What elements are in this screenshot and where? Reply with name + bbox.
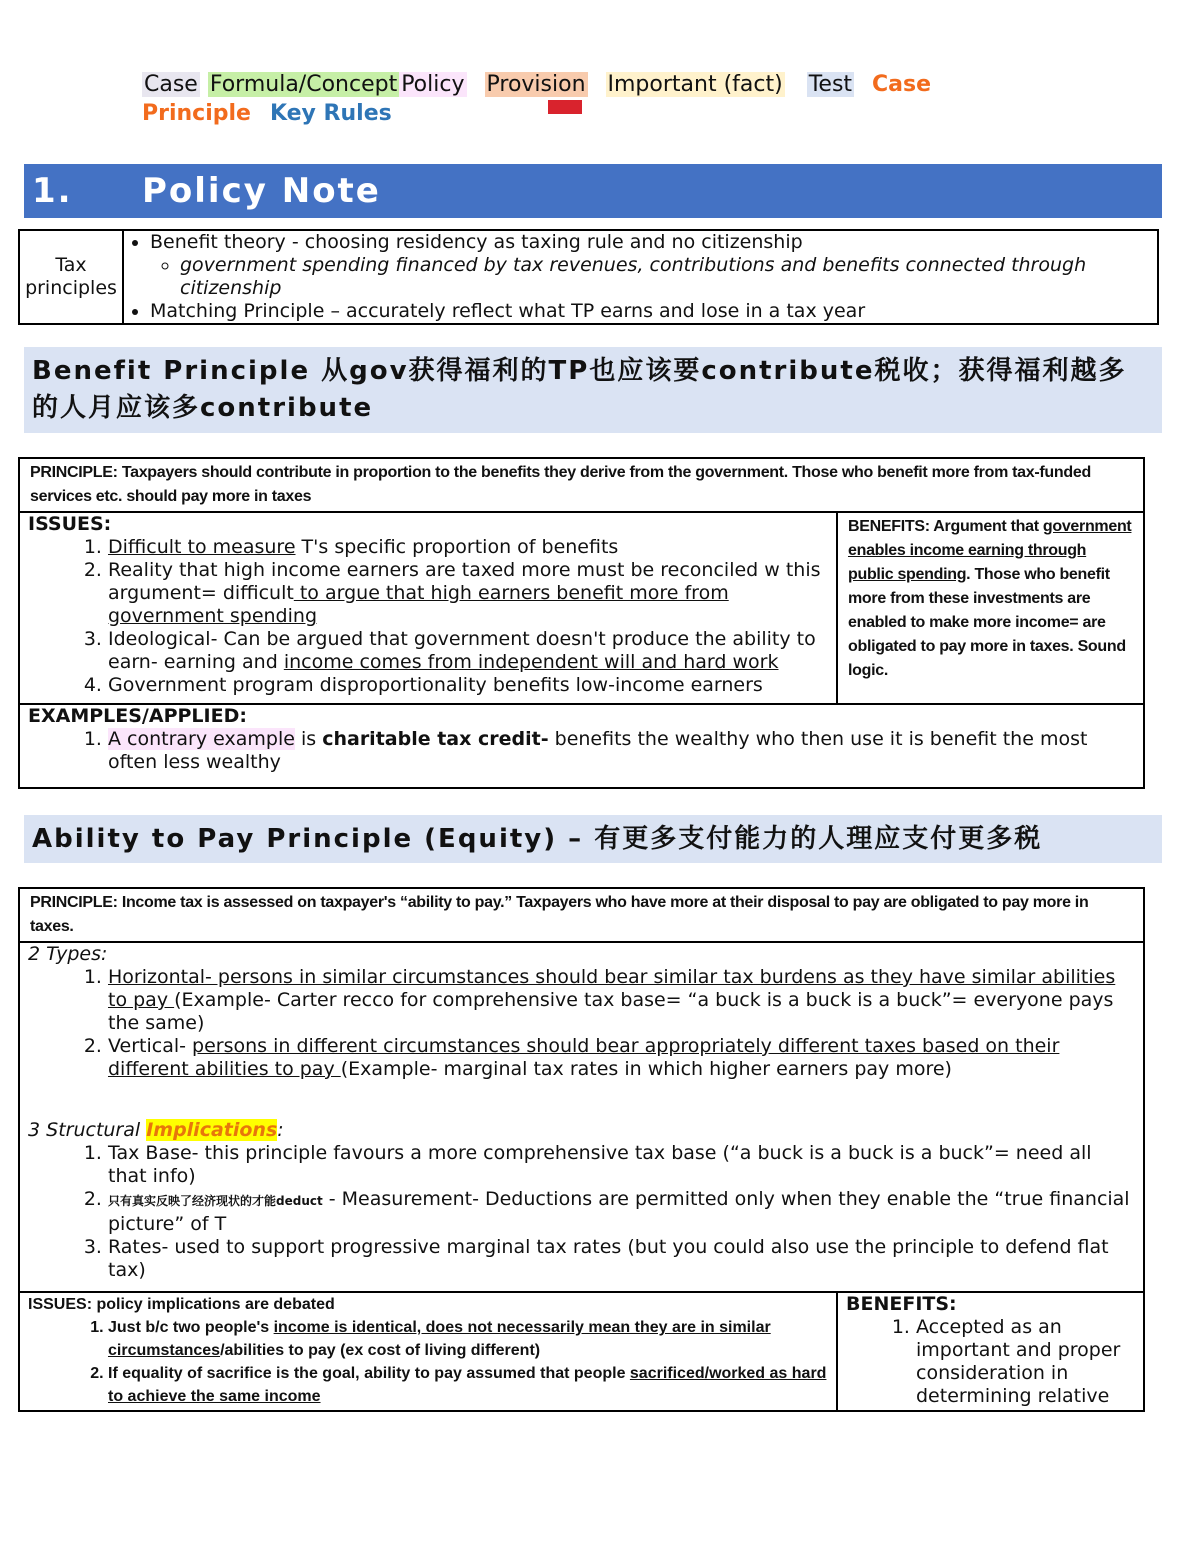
issues-cell — [19, 512, 837, 704]
issues-label: ISSUES: — [28, 513, 112, 535]
implication-text: - Measurement- Deductions are permitted only when they enable the “true financial picture” of T — [108, 1188, 1130, 1235]
logo-image — [548, 100, 582, 114]
issues-cell — [19, 1292, 837, 1411]
issues-label: ISSUES: policy implications are debated — [28, 1296, 335, 1313]
principle-text: PRINCIPLE: Taxpayers should contribute in proportion to the benefits they derive from the government. Those who benefit more from tax-funded services etc. should pay more in taxes — [19, 458, 1144, 512]
issue-text: T's specific proportion of benefits — [295, 536, 619, 558]
benefit-principle-table — [18, 457, 1145, 789]
issue-text: Ideological- Can be argued that government doesn't produce the ability to earn- earning and — [108, 628, 816, 673]
type-text: (Example- marginal tax rates in which higher earners pay more) — [340, 1058, 952, 1080]
type-text: (Example- Carter recco for comprehensive tax base= “a buck is a buck is a buck”= everyone pays the same) — [108, 989, 1114, 1034]
implication-text: 1. Tax Base- this principle favours a more comprehensive tax base (“a buck is a buck is a buck”= need all that info) — [108, 1142, 1135, 1188]
section-heading — [24, 164, 1162, 218]
benefits-cell — [837, 1292, 1144, 1411]
legend-key-rules: Key Rules — [269, 101, 392, 126]
sub-bullet: ◦ government spending financed by tax revenues, contributions and benefits connected through citizenship — [180, 254, 1149, 300]
tax-principles-label: Tax principles — [19, 230, 123, 324]
issue-text: If equality of sacrifice is the goal, ability to pay assumed that people — [108, 1365, 630, 1382]
types-label: 2 Types: — [28, 943, 108, 965]
issue-text: income comes from independent will and hard work — [283, 651, 779, 673]
types-cell — [19, 942, 1144, 1292]
issue-text: to argue that high earners benefit more from government spending — [108, 582, 729, 627]
benefit-principle-heading: Benefit Principle 从gov获得福利的TP也应该要contribute税收；获得福利越多的人月应该多contribute — [24, 347, 1162, 433]
implications-colon: : — [277, 1119, 284, 1141]
benefits-text: BENEFITS: Argument that — [848, 518, 1043, 535]
implication-text: 3. Rates- used to support progressive marginal tax rates (but you could also use the principle to defend flat tax) — [108, 1236, 1135, 1282]
benefits-text: . Those who benefit more from these investments are enabled to make more income= are obligated to pay more in taxes. Sound logic. — [848, 566, 1126, 679]
type-text: persons in different circumstances should bear appropriately different taxes based on their different abilities to pay — [108, 1035, 1060, 1080]
issue-text: 4. Government program disproportionality benefits low-income earners — [108, 674, 828, 697]
example-text: A contrary example — [108, 728, 295, 750]
tax-principles-content — [123, 230, 1158, 324]
benefit-text: 1. Accepted as an important and proper consideration in determining relative — [916, 1316, 1135, 1408]
section-number: 1. — [32, 171, 73, 211]
legend-formula: Formula/Concept — [209, 72, 398, 97]
examples-label: EXAMPLES/APPLIED: — [28, 705, 247, 727]
ability-to-pay-heading: Ability to Pay Principle (Equity) – 有更多支付能力的人理应支付更多税 — [24, 815, 1162, 863]
legend-case-principle: Case Principle — [142, 72, 932, 126]
examples-cell — [19, 704, 1144, 788]
legend-provision: Provision — [486, 72, 586, 97]
example-text: is — [294, 728, 323, 750]
issue-text: Reality that high income earners are taxed more must be reconciled w this argument= difficult — [108, 559, 821, 604]
section-title: Policy Note — [142, 171, 381, 211]
implications-label: 3 Structural — [28, 1119, 147, 1141]
implication-text: 只有真实反映了经济现状的才能deduct — [108, 1194, 323, 1208]
issue-text: Difficult to measure — [108, 536, 296, 558]
issue-text: /abilities to pay (ex cost of living different) — [220, 1342, 541, 1359]
implications-highlight: Implications — [146, 1119, 278, 1141]
example-text: benefits the wealthy who then use it is benefit the most often less wealthy — [108, 728, 1088, 773]
bullet-matching-principle: • Matching Principle – accurately reflect what TP earns and lose in a tax year — [150, 300, 1149, 323]
benefits-label: BENEFITS: — [846, 1293, 957, 1315]
benefits-cell — [837, 512, 1144, 704]
issue-text: Just b/c two people's — [108, 1319, 274, 1336]
bullet-benefit-theory: • Benefit theory - choosing residency as taxing rule and no citizenship — [150, 231, 1149, 254]
legend-important: Important (fact) — [607, 72, 783, 97]
color-legend — [142, 70, 1022, 128]
legend-case: Case — [144, 72, 198, 97]
issue-text: sacrificed/worked as hard to achieve the same income — [108, 1365, 827, 1405]
issue-text: income is identical, does not necessarily mean they are in similar circumstances — [108, 1319, 771, 1359]
principle-text: PRINCIPLE: Income tax is assessed on taxpayer's “ability to pay.” Taxpayers who have more at their disposal to pay are obligated to pay more in taxes. — [19, 888, 1144, 942]
example-text: charitable tax credit- — [322, 728, 549, 750]
tax-principles-table — [18, 229, 1159, 325]
ability-to-pay-table — [18, 887, 1145, 1412]
benefits-text: government enables income earning through public spending — [848, 518, 1132, 583]
type-text: Vertical- — [108, 1035, 193, 1057]
type-text: Horizontal- persons in similar circumstances should bear similar tax burdens as they have similar abilities to pay — [108, 966, 1116, 1011]
legend-policy: Policy — [401, 72, 465, 97]
legend-test: Test — [808, 72, 853, 97]
